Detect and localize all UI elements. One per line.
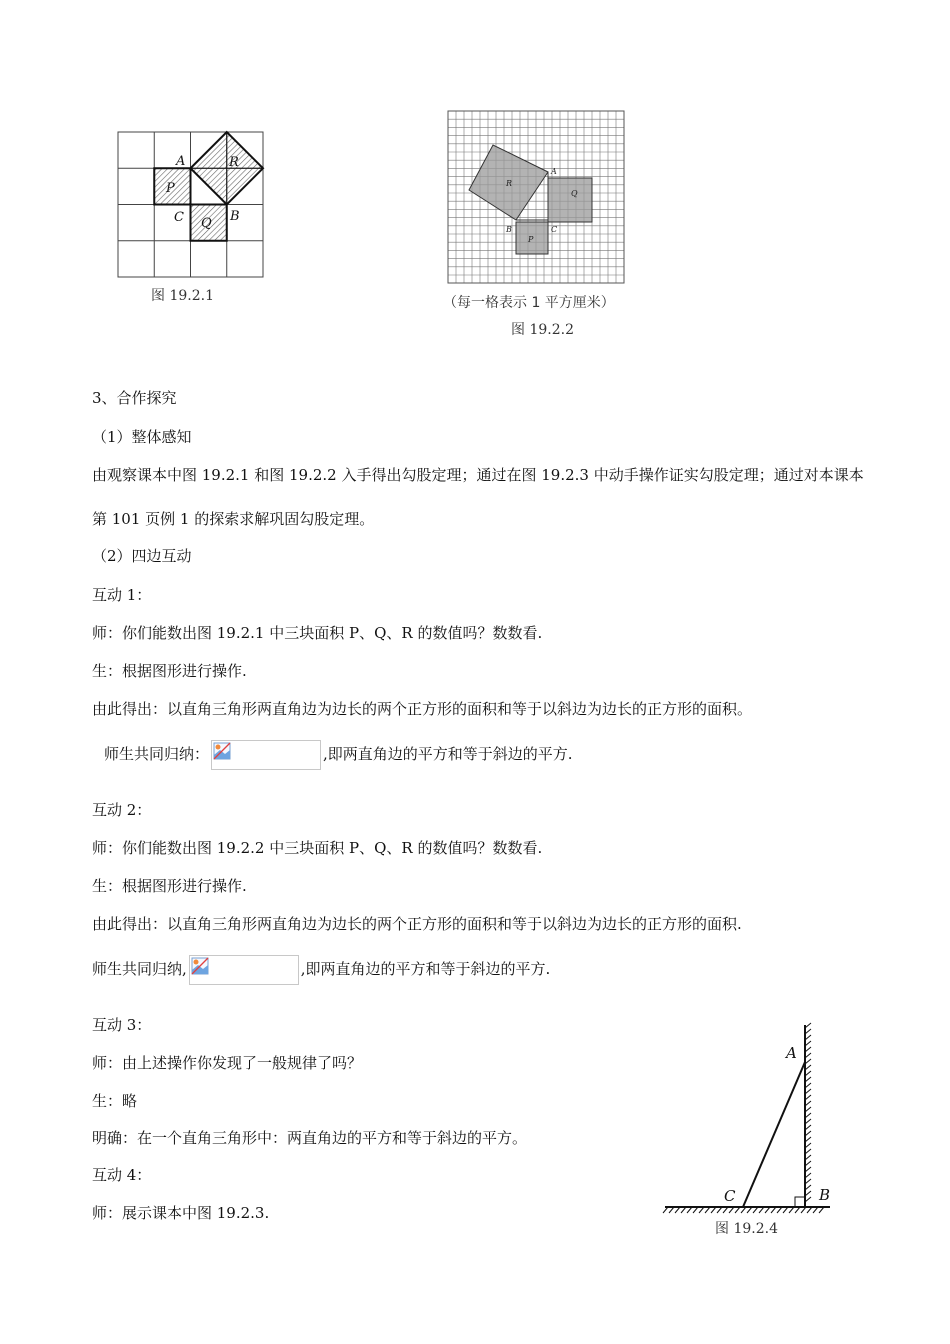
interaction-3-clarify: 明确：在一个直角三角形中：两直角边的平方和等于斜边的平方。 <box>92 1129 528 1147</box>
fig2-label-c: C <box>551 225 558 234</box>
heading-interaction-1: 互动 1： <box>92 586 152 604</box>
fig1-label-b: B <box>230 209 240 224</box>
interaction-3-student: 生：略 <box>92 1092 138 1110</box>
summary-2-prefix: 师生共同归纳, <box>92 960 187 978</box>
section-heading: 3、合作探究 <box>92 389 177 407</box>
fig4-label-b: B <box>819 1186 831 1204</box>
formula-image-placeholder <box>211 740 321 770</box>
fig4-label-c: C <box>724 1187 736 1205</box>
fig1-label-p: P <box>166 181 175 196</box>
figure-19-2-1 <box>110 124 275 286</box>
fig1-label-r: R <box>229 155 239 170</box>
interaction-2-student: 生：根据图形进行操作. <box>92 877 247 895</box>
interaction-1-teacher: 师：你们能数出图 19.2.1 中三块面积 P、Q、R 的数值吗？数数看. <box>92 624 543 642</box>
summary-1-suffix: ,即两直角边的平方和等于斜边的平方. <box>323 745 573 763</box>
fig2-note: （每一格表示 1 平方厘米） <box>443 295 615 311</box>
interaction-1-summary <box>104 740 573 770</box>
fig2-label-b: B <box>506 225 512 234</box>
fig2-label-r: R <box>506 179 513 188</box>
broken-image-icon <box>213 742 231 760</box>
interaction-2-summary <box>92 955 550 985</box>
interaction-1-student: 生：根据图形进行操作. <box>92 662 247 680</box>
subheading-interaction: （2）四边互动 <box>92 547 192 565</box>
heading-interaction-4: 互动 4： <box>92 1166 152 1184</box>
heading-interaction-2: 互动 2： <box>92 801 152 819</box>
fig1-caption: 图 19.2.1 <box>151 288 214 304</box>
subheading-overall: （1）整体感知 <box>92 428 192 446</box>
summary-2-suffix: ,即两直角边的平方和等于斜边的平方. <box>300 960 551 978</box>
figure-19-2-4 <box>660 1020 840 1220</box>
paragraph-overall: 由观察课本中图 19.2.1 和图 19.2.2 入手得出勾股定理；通过在图 19.2.3 中动手操作证实勾股定理；通过对本课本第 101 页例 1 的探索求解巩固勾股定理。 <box>92 466 864 528</box>
summary-1-prefix: 师生共同归纳： <box>104 745 210 763</box>
heading-interaction-3: 互动 3： <box>92 1016 152 1034</box>
interaction-4-teacher: 师：展示课本中图 19.2.3. <box>92 1204 270 1222</box>
fig4-caption: 图 19.2.4 <box>715 1221 778 1237</box>
interaction-2-teacher: 师：你们能数出图 19.2.2 中三块面积 P、Q、R 的数值吗？数数看. <box>92 839 543 857</box>
formula-image-placeholder <box>189 955 299 985</box>
fig1-label-c: C <box>174 210 184 225</box>
interaction-1-conclusion: 由此得出：以直角三角形两直角边为边长的两个正方形的面积和等于以斜边为边长的正方形的面积。 <box>92 700 753 718</box>
fig4-label-a: A <box>786 1044 797 1062</box>
broken-image-icon <box>191 957 209 975</box>
fig2-label-a: A <box>551 167 557 176</box>
figure-19-2-2 <box>445 108 630 288</box>
fig1-label-q: Q <box>201 216 212 231</box>
fig2-label-q: Q <box>571 189 578 198</box>
interaction-2-conclusion: 由此得出：以直角三角形两直角边为边长的两个正方形的面积和等于以斜边为边长的正方形的面积. <box>92 915 742 933</box>
fig2-label-p: P <box>528 235 534 244</box>
fig1-label-a: A <box>176 154 186 169</box>
fig2-caption: 图 19.2.2 <box>511 322 574 338</box>
interaction-3-teacher: 师：由上述操作你发现了一般规律了吗？ <box>92 1054 363 1072</box>
